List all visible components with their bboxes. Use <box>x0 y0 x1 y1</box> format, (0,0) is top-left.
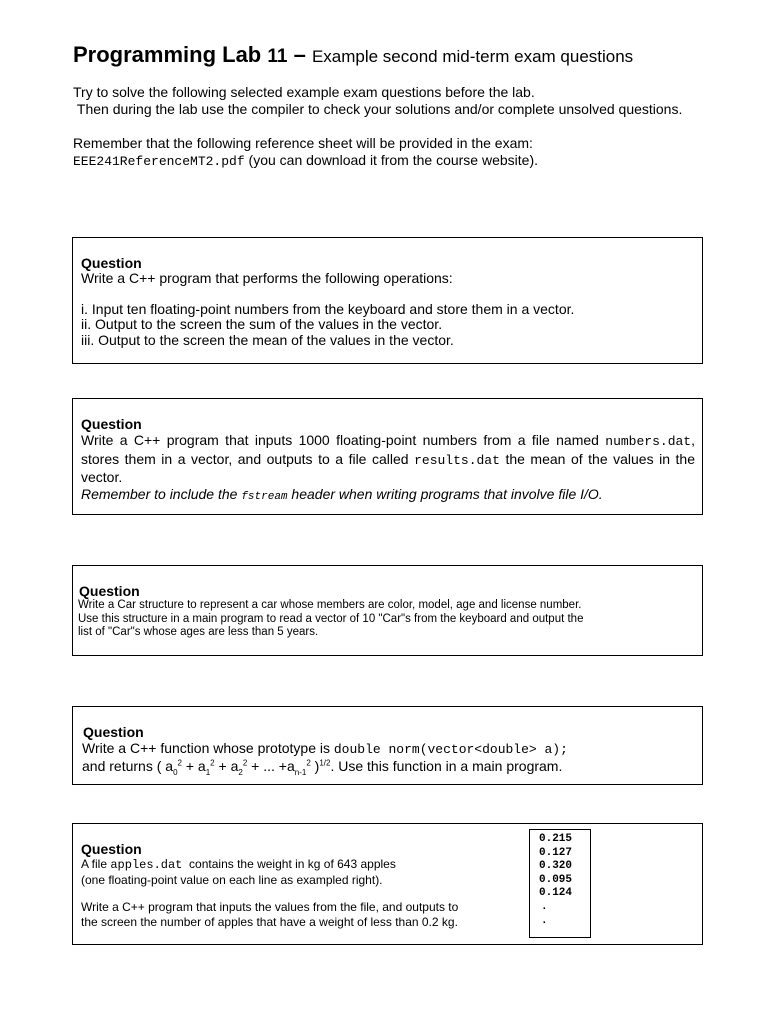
formula-part: + a <box>214 758 239 774</box>
question-box-4 <box>72 706 703 785</box>
header-name-fstream: fstream <box>241 490 288 503</box>
page-title <box>73 41 633 71</box>
reference-file-name: EEE241ReferenceMT2.pdf <box>73 154 245 169</box>
apples-value-ellipsis: . <box>541 900 548 913</box>
question-formula <box>82 758 694 777</box>
question-text <box>81 432 695 486</box>
question-box-2 <box>72 398 703 515</box>
question-text: list of "Car"s whose ages are less than 5 years. <box>78 626 319 638</box>
question-item: ii. Output to the screen the sum of the values in the vector. <box>81 316 443 332</box>
question-text-part: Write a C++ program that inputs 1000 floating-point numbers from a file named <box>81 432 606 448</box>
formula-superscript: 2 <box>306 758 311 768</box>
formula-part: ) <box>310 758 320 774</box>
question-box-1 <box>72 237 703 364</box>
formula-part: + ... +a <box>247 758 295 774</box>
formula-subscript: n-1 <box>294 767 307 777</box>
apples-value-ellipsis: . <box>541 914 548 927</box>
apples-value: 0.320 <box>539 860 573 873</box>
question-title: Question <box>79 583 140 599</box>
formula-subscript: 1 <box>205 767 211 777</box>
apples-value: 0.124 <box>539 887 573 900</box>
apples-value: 0.095 <box>539 873 573 886</box>
note-part: Remember to include the <box>81 485 242 502</box>
question-box-3 <box>72 565 703 656</box>
intro-reference <box>73 152 713 170</box>
formula-subscript: 2 <box>238 767 243 777</box>
question-note <box>81 486 695 506</box>
question-item: iii. Output to the screen the mean of the values in the vector. <box>81 331 454 348</box>
question-text-part: , stores them in a vector, and outputs to a file called <box>81 432 695 467</box>
question-title: Question <box>81 255 142 271</box>
question-text: the screen the number of apples that have a weight of less than 0.2 kg. <box>81 915 458 929</box>
question-text-part: contains the weight in kg of 643 apples <box>182 857 396 871</box>
question-text-part: Write a C++ function whose prototype is <box>82 740 334 756</box>
question-title: Question <box>81 416 142 432</box>
question-text: (one floating-point value on each line as exampled right). <box>81 873 383 887</box>
question-text: Use this structure in a main program to read a vector of 10 "Car"s from the keyboard and output the <box>78 612 584 625</box>
formula-subscript: 0 <box>173 767 178 777</box>
apples-value: 0.127 <box>539 846 573 859</box>
formula-part: and returns ( a <box>82 758 174 774</box>
title-dash: – <box>287 42 312 67</box>
question-text: Write a C++ program that performs the following operations: <box>81 270 453 286</box>
intro-section <box>73 84 713 170</box>
question-item: i. Input ten floating-point numbers from the keyboard and store them in a vector. <box>81 300 575 317</box>
reference-note: (you can download it from the course website). <box>244 152 539 168</box>
formula-superscript: 2 <box>210 758 215 768</box>
file-name-results: results.dat <box>414 452 500 468</box>
formula-superscript: 1/2 <box>319 758 331 768</box>
question-title: Question <box>83 724 144 740</box>
formula-superscript: 2 <box>177 758 182 768</box>
note-part: header when writing programs that involve file I/O. <box>287 485 603 502</box>
function-prototype: double norm(vector<double> a); <box>333 742 568 757</box>
title-subtitle: Example second mid-term exam questions <box>311 47 634 66</box>
apples-value: 0.215 <box>539 833 573 845</box>
formula-part: + a <box>181 758 206 774</box>
question-text <box>82 740 694 758</box>
formula-superscript: 2 <box>242 758 248 768</box>
question-text: Write a Car structure to represent a car whose members are color, model, age and license number. <box>78 599 582 611</box>
intro-line-2: Then during the lab use the compiler to check your solutions and/or complete unsolved questions. <box>73 101 683 117</box>
formula-part: . Use this function in a main program. <box>330 758 563 774</box>
question-text: Write a C++ program that inputs the values from the file, and outputs to <box>81 900 459 914</box>
file-name-numbers: numbers.dat <box>605 434 692 449</box>
question-box-5 <box>72 823 703 945</box>
question-title: Question <box>81 841 142 857</box>
apples-values-list <box>529 829 591 938</box>
intro-line-3: Remember that the following reference sheet will be provided in the exam: <box>73 135 533 151</box>
intro-line-1: Try to solve the following selected example exam questions before the lab. <box>73 84 535 100</box>
question-text <box>81 857 694 873</box>
question-text-part: A file <box>81 857 111 871</box>
file-name-apples: apples.dat <box>110 858 183 872</box>
title-number: 11 <box>267 46 288 67</box>
question-text-part: the mean of the values in the vector. <box>81 450 695 485</box>
title-main: Programming Lab <box>73 42 262 67</box>
